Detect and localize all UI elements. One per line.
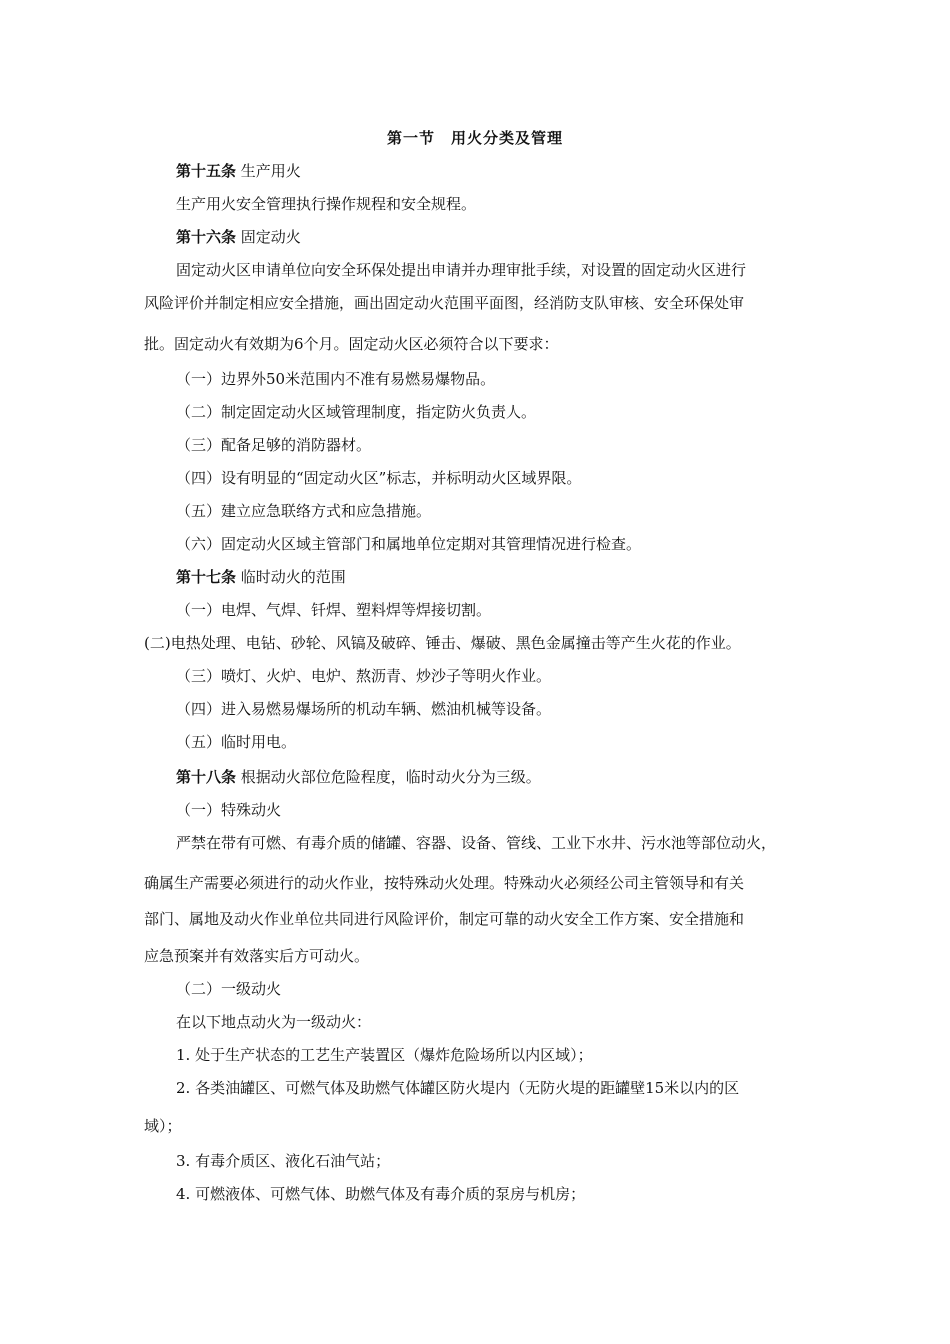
list-item: （六）固定动火区域主管部门和属地单位定期对其管理情况进行检查。 [176,535,642,553]
list-item: （五）建立应急联络方式和应急措施。 [176,502,432,520]
subsection-heading: （二）一级动火 [176,980,282,998]
article-title: 生产用火 [240,162,301,180]
list-item: （一）边界外50米范围内不准有易燃易爆物品。 [176,370,496,388]
section-title: 第一节 用火分类及管理 [386,129,563,147]
paragraph: 生产用火安全管理执行操作规程和安全规程。 [176,195,477,213]
paragraph-line: 应急预案并有效落实后方可动火。 [144,947,370,965]
list-item: 域）； [144,1117,182,1135]
paragraph: 在以下地点动火为一级动火： [176,1013,372,1031]
article-18-heading [176,766,541,788]
article-title: 根据动火部位危险程度，临时动火分为三级。 [240,768,541,786]
article-number: 第十七条 [176,568,237,586]
paragraph-line: 批。固定动火有效期为6个月。固定动火区必须符合以下要求： [144,335,559,353]
paragraph-line: 部门、属地及动火作业单位共同进行风险评价，制定可靠的动火安全工作方案、安全措施和 [144,910,745,928]
paragraph-line: 固定动火区申请单位向安全环保处提出申请并办理审批手续，对设置的固定动火区进行 [176,261,747,279]
list-item: （三）喷灯、火炉、电炉、熬沥青、炒沙子等明火作业。 [176,667,552,685]
list-item: 1. 处于生产状态的工艺生产装置区（爆炸危险场所以内区域）； [176,1046,593,1064]
list-item: （二）制定固定动火区域管理制度，指定防火负责人。 [176,403,537,421]
list-item: （三）配备足够的消防器材。 [176,436,372,454]
subsection-heading: （一）特殊动火 [176,801,282,819]
list-item: （一）电焊、气焊、钎焊、塑料焊等焊接切割。 [176,601,492,619]
list-item: 3. 有毒介质区、液化石油气站； [176,1152,391,1170]
article-title: 临时动火的范围 [240,568,346,586]
list-item: （五）临时用电。 [176,733,297,751]
article-number: 第十五条 [176,162,237,180]
paragraph-line: 风险评价并制定相应安全措施，画出固定动火范围平面图，经消防支队审核、安全环保处审 [144,294,745,312]
article-16-heading [176,226,301,248]
article-15-heading [176,160,301,182]
article-17-heading [176,566,346,588]
list-item: （四）设有明显的“固定动火区”标志，并标明动火区域界限。 [176,469,582,487]
paragraph-line: 确属生产需要必须进行的动火作业，按特殊动火处理。特殊动火必须经公司主管领导和有关 [144,874,745,892]
list-item: 2. 各类油罐区、可燃气体及助燃气体罐区防火堤内（无防火堤的距罐壁15米以内的区 [176,1079,740,1097]
article-title: 固定动火 [240,228,301,246]
article-number: 第十八条 [176,768,237,786]
paragraph-line: 严禁在带有可燃、有毒介质的储罐、容器、设备、管线、工业下水井、污水池等部位动火， [176,834,777,852]
list-item: (二)电热处理、电钻、砂轮、风镐及破碎、锤击、爆破、黑色金属撞击等产生火花的作业。 [144,634,741,652]
list-item: 4. 可燃液体、可燃气体、助燃气体及有毒介质的泵房与机房； [176,1185,586,1203]
article-number: 第十六条 [176,228,237,246]
list-item: （四）进入易燃易爆场所的机动车辆、燃油机械等设备。 [176,700,552,718]
